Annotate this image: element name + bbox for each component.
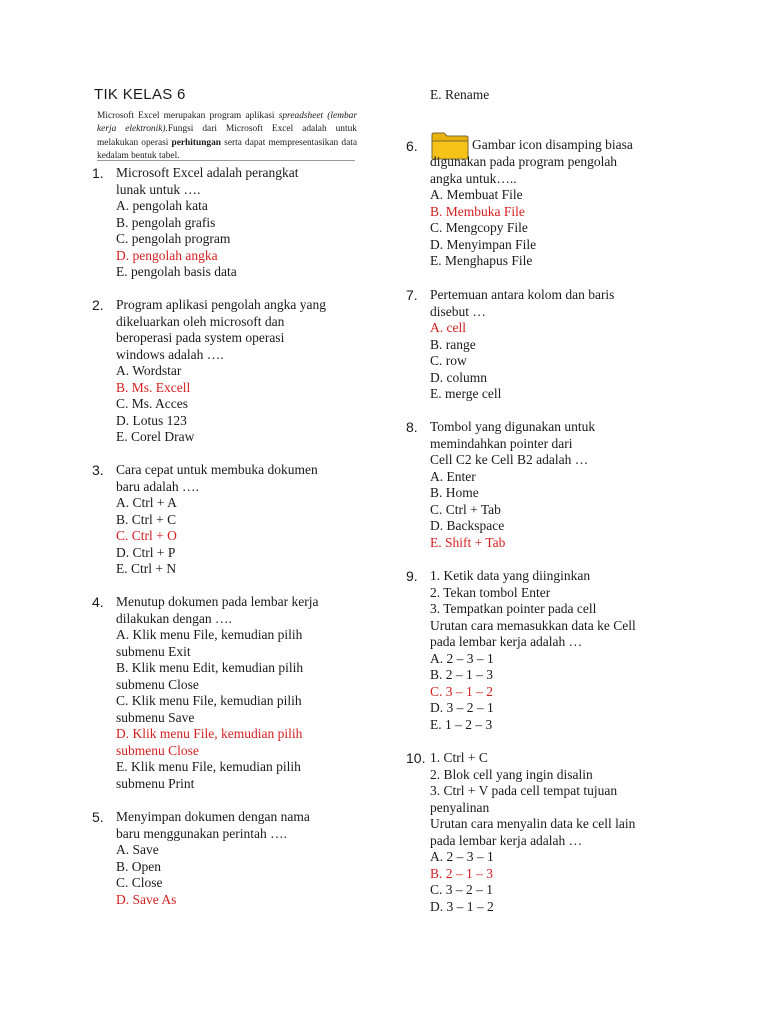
question-text: memindahkan pointer dari xyxy=(430,435,573,451)
answer-option: C. row xyxy=(430,353,467,368)
answer-option: A. Membuat File xyxy=(430,187,523,202)
answer-option: A. pengolah kata xyxy=(116,198,208,213)
question-text: Pertemuan antara kolom dan baris xyxy=(430,287,615,302)
question-4 xyxy=(92,594,318,792)
question-8 xyxy=(406,419,595,551)
question-text: disebut … xyxy=(430,303,486,319)
intro-text-italic: spreadsheet (lembar kerja elektronik). xyxy=(97,111,357,135)
answer-option: E. Corel Draw xyxy=(116,429,195,444)
answer-option-correct: E. Shift + Tab xyxy=(430,534,506,550)
question-number: 3. xyxy=(92,462,104,478)
answer-option: submenu Print xyxy=(116,775,195,791)
question-text: digunakan pada program pengolah xyxy=(430,154,618,169)
answer-option: D. Backspace xyxy=(430,518,505,533)
question-text: 2. Blok cell yang ingin disalin xyxy=(430,766,593,782)
question-text: Urutan cara memasukkan data ke Cell xyxy=(430,617,636,633)
question-text: 3. Tempatkan pointer pada cell xyxy=(430,601,597,616)
answer-option: A. Wordstar xyxy=(116,363,182,378)
question-text: pada lembar kerja adalah … xyxy=(430,634,583,649)
intro-text: serta dapat mempresentasikan data kedalam bentuk tabel. xyxy=(97,137,358,161)
question-text: baru menggunakan perintah …. xyxy=(116,825,287,841)
answer-option: A. 2 – 3 – 1 xyxy=(430,650,494,666)
question-number: 1. xyxy=(92,165,104,181)
question-text: windows adalah …. xyxy=(116,346,224,362)
question-text: Microsoft Excel adalah perangkat xyxy=(116,165,299,180)
answer-option: D. Lotus 123 xyxy=(116,412,187,428)
answer-option: B. Klik menu Edit, kemudian pilih xyxy=(116,660,304,675)
question-text: baru adalah …. xyxy=(116,478,199,494)
question-3 xyxy=(92,462,318,578)
question-text: 1. Ctrl + C xyxy=(430,750,488,765)
question-text: Cara cepat untuk membuka dokumen xyxy=(116,462,318,477)
answer-option: D. 3 – 2 – 1 xyxy=(430,700,494,715)
question-text: Urutan cara menyalin data ke cell lain xyxy=(430,816,636,831)
answer-option-correct: B. Ms. Excell xyxy=(116,379,191,395)
answer-option: E. Rename xyxy=(430,87,490,102)
answer-option: C. Klik menu File, kemudian pilih xyxy=(116,693,302,708)
intro-paragraph xyxy=(97,110,357,163)
answer-option-correct: B. Membuka File xyxy=(430,203,525,219)
answer-option: C. Mengcopy File xyxy=(430,220,528,235)
answer-option-correct: submenu Close xyxy=(116,742,199,758)
question-number: 5. xyxy=(92,809,104,825)
question-number: 8. xyxy=(406,419,418,435)
question-text: dikeluarkan oleh microsoft dan xyxy=(116,313,285,329)
intro-text-bold: perhitungan xyxy=(171,137,222,148)
page-title: TIK KELAS 6 xyxy=(94,86,186,103)
answer-option: A. 2 – 3 – 1 xyxy=(430,849,494,864)
answer-option-correct: D. Save As xyxy=(116,891,177,907)
answer-option-correct: B. 2 – 1 – 3 xyxy=(430,865,494,881)
question-text: dilakukan dengan …. xyxy=(116,610,232,626)
answer-option: B. pengolah grafis xyxy=(116,214,216,230)
question-text: Tombol yang digunakan untuk xyxy=(430,419,596,434)
answer-option: A. Klik menu File, kemudian pilih xyxy=(116,627,303,642)
answer-option: E. merge cell xyxy=(430,386,502,401)
question-text: penyalinan xyxy=(430,799,490,815)
answer-option-correct: C. Ctrl + O xyxy=(116,528,177,543)
question-text: Cell C2 ke Cell B2 adalah … xyxy=(430,452,589,467)
question-2 xyxy=(92,297,326,446)
answer-option: E. pengolah basis data xyxy=(116,264,237,279)
question-5-continued xyxy=(430,87,489,104)
answer-option: D. column xyxy=(430,369,487,385)
answer-option: C. 3 – 2 – 1 xyxy=(430,882,494,897)
answer-option: E. 1 – 2 – 3 xyxy=(430,716,493,732)
answer-option: C. pengolah program xyxy=(116,231,231,246)
answer-option: B. 2 – 1 – 3 xyxy=(430,667,494,682)
answer-option-correct: D. Klik menu File, kemudian pilih xyxy=(116,726,303,741)
question-text: lunak untuk …. xyxy=(116,181,201,197)
answer-option: C. Close xyxy=(116,875,163,890)
question-text: 1. Ketik data yang diinginkan xyxy=(430,568,591,583)
answer-option: B. Ctrl + C xyxy=(116,511,177,527)
answer-option: submenu Exit xyxy=(116,643,191,659)
answer-option-correct: D. pengolah angka xyxy=(116,247,218,263)
question-6 xyxy=(406,124,633,270)
question-text: pada lembar kerja adalah … xyxy=(430,832,583,848)
question-5 xyxy=(92,809,310,908)
question-number: 6. xyxy=(406,138,418,154)
intro-text: Fungsi dari Microsoft Excel adalah untuk melakukan operasi xyxy=(97,124,357,148)
question-text: beroperasi pada system operasi xyxy=(116,330,285,345)
answer-option: A. Ctrl + A xyxy=(116,495,177,510)
question-number: 9. xyxy=(406,568,418,584)
question-text: Menyimpan dokumen dengan nama xyxy=(116,809,310,824)
answer-option: A. Enter xyxy=(430,468,476,484)
question-text: Program aplikasi pengolah angka yang xyxy=(116,297,326,312)
answer-option: D. Menyimpan File xyxy=(430,236,537,252)
answer-option: D. Ctrl + P xyxy=(116,544,176,560)
intro-divider xyxy=(97,160,355,161)
answer-option: E. Menghapus File xyxy=(430,253,533,268)
answer-option: B. Open xyxy=(116,858,161,874)
question-number: 10. xyxy=(406,750,426,766)
question-number: 4. xyxy=(92,594,104,610)
answer-option: E. Ctrl + N xyxy=(116,561,177,576)
answer-option: submenu Save xyxy=(116,709,195,725)
answer-option: B. range xyxy=(430,336,476,352)
answer-option: submenu Close xyxy=(116,676,199,692)
question-text: Menutup dokumen pada lembar kerja xyxy=(116,594,319,609)
question-7 xyxy=(406,287,614,403)
intro-text: Microsoft Excel merupakan program aplikasi xyxy=(97,111,279,121)
question-text: Gambar icon disamping biasa xyxy=(472,137,633,152)
question-10 xyxy=(406,750,635,915)
answer-option-correct: A. cell xyxy=(430,320,466,335)
answer-option: A. Save xyxy=(116,842,159,857)
answer-option: C. Ms. Acces xyxy=(116,396,188,411)
question-text: angka untuk….. xyxy=(430,170,517,186)
answer-option: C. Ctrl + Tab xyxy=(430,501,501,517)
question-9 xyxy=(406,568,636,733)
answer-option-correct: C. 3 – 1 – 2 xyxy=(430,683,494,699)
answer-option: D. 3 – 1 – 2 xyxy=(430,898,494,914)
question-number: 2. xyxy=(92,297,104,313)
question-text: 2. Tekan tombol Enter xyxy=(430,584,551,600)
answer-option: E. Klik menu File, kemudian pilih xyxy=(116,759,301,774)
question-text-row xyxy=(430,124,633,154)
question-number: 7. xyxy=(406,287,418,303)
answer-option: B. Home xyxy=(430,485,479,500)
question-1 xyxy=(92,165,299,281)
question-text: 3. Ctrl + V pada cell tempat tujuan xyxy=(430,783,618,798)
